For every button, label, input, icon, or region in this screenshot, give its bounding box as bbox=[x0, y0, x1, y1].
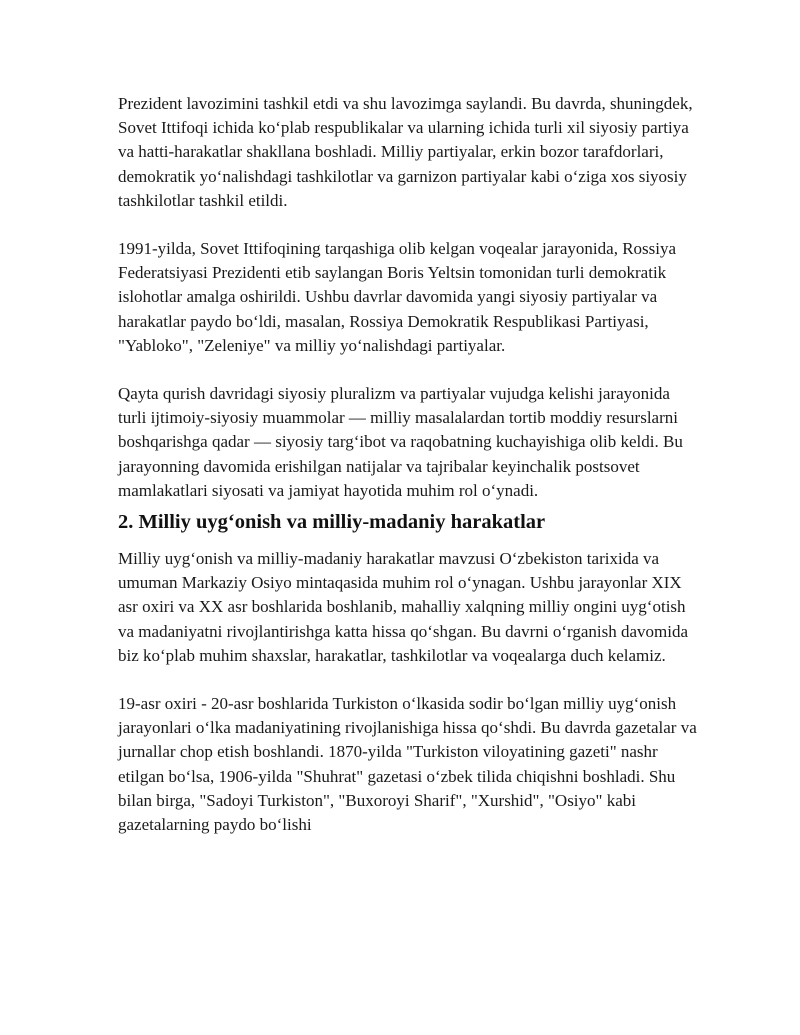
body-paragraph: Qayta qurish davridagi siyosiy pluralizm va partiyalar vujudga kelishi jarayonida turli ijtimoiy-siyosiy muammolar — milliy masalalardan tortib moddiy resurslarni boshqarishga qadar — siyosiy targʻibot va raqobatning kuchayishiga olib keldi. Bu jarayonning davomida erishilgan natijalar va tajribalar keyinchalik postsovet mamlakatlari siyosati va jamiyat hayotida muhim rol oʻynadi. bbox=[118, 384, 683, 500]
body-paragraph: Prezident lavozimini tashkil etdi va shu lavozimga saylandi. Bu davrda, shuningdek, Sovet Ittifoqi ichida koʻplab respublikalar va ularning ichida turli xil siyosiy partiya va hatti-harakatlar shakllana boshladi. Milliy partiyalar, erkin bozor tarafdorlari, demokratik yoʻnalishdagi tashkilotlar va garnizon partiyalar kabi oʻziga xos siyosiy tashkilotlar tashkil etildi. bbox=[118, 94, 693, 210]
section-heading: 2. Milliy uygʻonish va milliy-madaniy harakatlar bbox=[118, 511, 546, 534]
body-paragraph: 1991-yilda, Sovet Ittifoqining tarqashiga olib kelgan voqealar jarayonida, Rossiya Federatsiyasi Prezidenti etib saylangan Boris Yeltsin tomonidan turli demokratik islohotlar amalga oshirildi. Ushbu davrlar davomida yangi siyosiy partiyalar va harakatlar paydo boʻldi, masalan, Rossiya Demokratik Respublikasi Partiyasi, "Yabloko", "Zeleniye" va milliy yoʻnalishdagi partiyalar. bbox=[118, 239, 677, 355]
body-paragraph: Milliy uygʻonish va milliy-madaniy harakatlar mavzusi Oʻzbekiston tarixida va umuman Markaziy Osiyo mintaqasida muhim rol oʻynagan. Ushbu jarayonlar XIX asr oxiri va XX asr boshlarida boshlanib, mahalliy xalqning milliy ongini uygʻotish va madaniyatni rivojlantirishga katta hissa qoʻshgan. Bu davrni oʻrganish davomida biz koʻplab muhim shaxslar, harakatlar, tashkilotlar va voqealarga duch kelamiz. bbox=[118, 549, 689, 665]
document-page bbox=[118, 92, 698, 837]
body-paragraph: 19-asr oxiri - 20-asr boshlarida Turkiston oʻlkasida sodir boʻlgan milliy uygʻonish jarayonlari oʻlka madaniyatining rivojlanishiga hissa qoʻshdi. Bu davrda gazetalar va jurnallar chop etish boshlandi. 1870-yilda "Turkiston viloyatining gazeti" nashr etilgan boʻlsa, 1906-yilda "Shuhrat" gazetasi oʻzbek tilida chiqishni boshladi. Shu bilan birga, "Sadoyi Turkiston", "Buxoroyi Sharif", "Xurshid", "Osiyo" kabi gazetalarning paydo boʻlishi bbox=[118, 694, 697, 835]
